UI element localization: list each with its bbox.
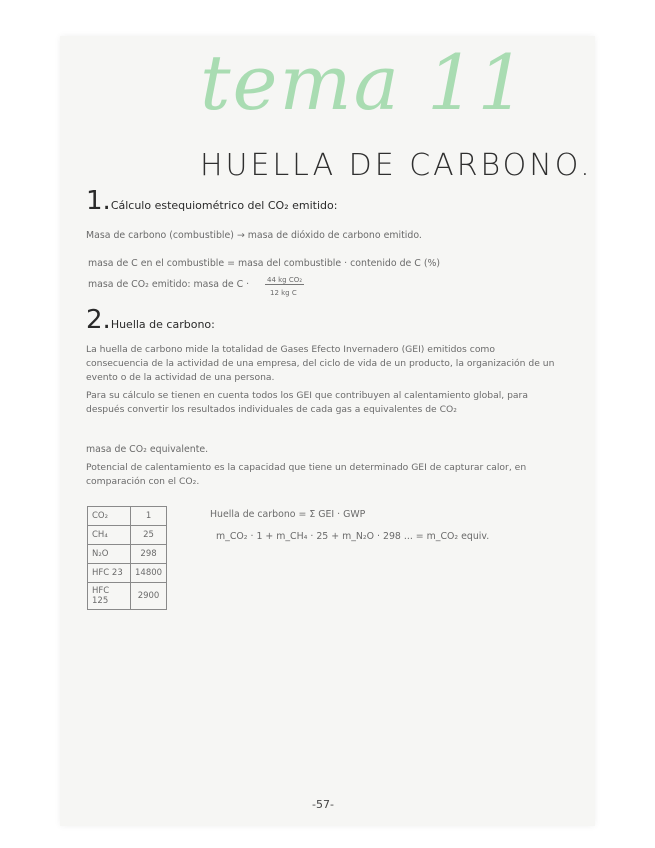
formula-line1: Huella de carbono = Σ GEI · GWP: [210, 509, 366, 520]
section1-line3: masa de CO₂ emitido: masa de C ·: [88, 279, 250, 290]
table-row: [88, 507, 167, 526]
topic-title: tema 11: [200, 38, 528, 127]
gwp-value-cell: 25: [131, 526, 167, 545]
section2-heading: [86, 305, 215, 335]
section2-paragraph3: Potencial de calentamiento es la capacidad que tiene un determinado GEI de capturar calor, en comparación con el CO₂.: [86, 462, 527, 487]
section1-heading: [86, 186, 337, 216]
gwp-value-cell: 14800: [131, 564, 167, 583]
table-row: [88, 583, 167, 610]
gwp-value-cell: 298: [131, 545, 167, 564]
gas-cell: HFC 23: [88, 564, 131, 583]
section2-number: 2.: [86, 305, 111, 335]
formula-line2: m_CO₂ · 1 + m_CH₄ · 25 + m_N₂O · 298 ... = m_CO₂ equiv.: [216, 531, 490, 542]
section1-line2: masa de C en el combustible = masa del combustible · contenido de C (%): [88, 258, 441, 269]
page-number: -57-: [312, 798, 334, 811]
section1-line1: Masa de carbono (combustible) → masa de dióxido de carbono emitido.: [86, 230, 422, 241]
section1-title: Cálculo estequiométrico del CO₂ emitido:: [110, 199, 338, 212]
gwp-value-cell: 1: [131, 507, 167, 526]
section1-number: 1.: [86, 186, 111, 216]
section2-masa-line: masa de CO₂ equivalente.: [86, 444, 209, 455]
gwp-table: [87, 506, 167, 610]
section2-title: Huella de carbono:: [110, 318, 215, 331]
page-title: HUELLA DE CARBONO.: [200, 148, 593, 183]
fraction-denominator: 12 kg C: [270, 289, 297, 297]
gwp-value-cell: 2900: [131, 583, 167, 610]
fraction-numerator: 44 kg CO₂: [267, 276, 303, 284]
table-row: [88, 526, 167, 545]
table-row: [88, 564, 167, 583]
section2-paragraph2: Para su cálculo se tienen en cuenta todos los GEI que contribuyen al calentamiento global, para después convertir los resultados individuales de cada gas a equivalentes de CO₂: [86, 390, 528, 415]
section2-paragraph1: La huella de carbono mide la totalidad de Gases Efecto Invernadero (GEI) emitidos como consecuencia de la actividad de una empresa, del ciclo de vida de un producto, la organización de un evento o de la actividad de una persona.: [86, 344, 555, 383]
gas-cell: N₂O: [88, 545, 131, 564]
table-row: [88, 545, 167, 564]
gas-cell: HFC 125: [88, 583, 131, 610]
gas-cell: CH₄: [88, 526, 131, 545]
gas-cell: CO₂: [88, 507, 131, 526]
